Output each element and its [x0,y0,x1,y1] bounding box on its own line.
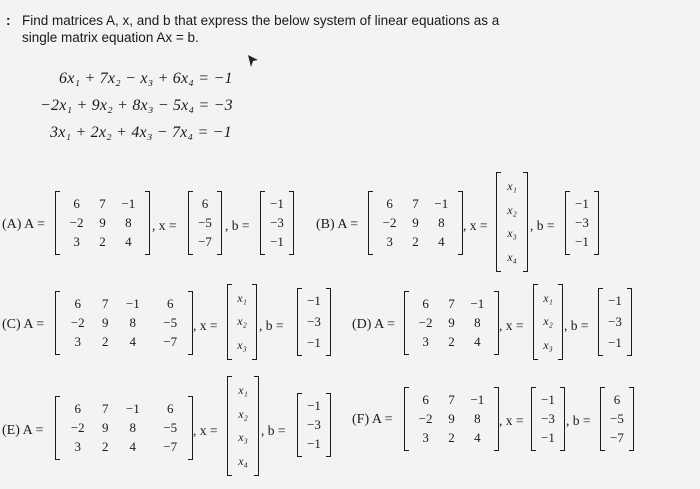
matrix-cell: 4 [474,430,481,446]
matrix-cell: x₂ [543,314,553,329]
matrix-cell: 3 [386,234,393,250]
matrix-cell: −1 [608,293,622,309]
matrix-cell: −1 [125,400,140,416]
bracket-right [523,172,528,272]
matrix-cell: 7 [102,400,109,416]
matrix-cell: 3 [74,439,81,455]
bracket-right [594,191,599,255]
matrix-cell: −1 [307,397,321,413]
matrix-cell: −1 [575,234,589,250]
matrix-cell: 8 [474,410,481,426]
matrix-cell: −3 [608,313,622,329]
matrix-cell: 7 [99,195,106,211]
matrix-cell: 8 [129,419,137,435]
matrix-cell: x₄ [238,453,248,468]
matrix-cell: 6 [386,195,393,211]
option-f-x-equals: , x = [499,413,524,428]
mouse-cursor-icon [246,54,260,70]
matrix-cell: −1 [307,293,321,309]
matrix-cell: 4 [129,334,137,350]
matrix-cell: −2 [382,214,397,230]
matrix-cell: x₂ [507,202,517,217]
matrix-cell: 7 [448,295,455,311]
option-c-matrix-a [55,291,193,355]
equation-1: 6x₁ + 7x₂ − x₃ + 6x₄ = −1 [59,70,233,87]
matrix-cell: 9 [448,314,455,330]
bracket-right [560,387,565,451]
option-b-x-equals: , x = [463,218,488,233]
matrix-cell: −5 [163,419,178,435]
matrix-cell: 6 [201,195,209,211]
matrix-cell: x₁ [543,291,553,306]
option-d-vector-b [598,288,632,356]
option-c-x-equals: , x = [193,318,218,333]
option-c-vector-b [297,288,331,356]
matrix-cell: −1 [307,334,321,350]
matrix-cell: x₃ [507,226,517,241]
equation-3: 3x₁ + 2x₂ + 4x₃ − 7x₄ = −1 [50,124,232,141]
matrix-cell: 6 [167,295,174,311]
matrix-cell: −2 [70,314,85,330]
matrix-cell: x₂ [237,314,247,329]
bracket-right [326,288,331,356]
matrix-cell: 7 [448,391,455,407]
matrix-cell: −1 [470,295,485,311]
matrix-cell: 6 [74,295,81,311]
matrix-cell: x₄ [507,249,517,264]
matrix-cell: 8 [474,314,481,330]
matrix-cell: 6 [613,391,621,407]
matrix-cell: −1 [541,391,555,407]
matrix-cell: −5 [610,410,624,426]
option-f-vector-x [531,387,565,451]
matrix-cell: 9 [448,410,455,426]
option-d-b-equals: , b = [564,318,589,333]
matrix-cell: 2 [448,430,455,446]
option-b-vector-b [565,191,599,255]
matrix-cell: 4 [474,334,481,350]
matrix-cell: 7 [412,195,419,211]
matrix-cell: 4 [438,234,445,250]
bracket-right [145,191,150,255]
matrix-cell: 2 [412,234,419,250]
matrix-cell: 6 [74,400,81,416]
matrix-cell: −1 [270,195,284,211]
matrix-cell: 8 [438,214,445,230]
matrix-cell: −3 [575,214,589,230]
matrix-cell: −2 [418,410,433,426]
matrix-cell: 9 [412,214,419,230]
matrix-cell: 7 [102,295,109,311]
option-c-b-equals: , b = [259,318,284,333]
matrix-cell: 3 [422,334,429,350]
option-d-matrix-a [404,291,499,355]
matrix-cell: 8 [125,214,132,230]
option-f-matrix-a [404,387,499,451]
matrix-cell: x₁ [237,291,247,306]
option-b-b-equals: , b = [530,218,555,233]
option-b-label: (B) A = [316,217,359,232]
matrix-cell: 2 [99,234,106,250]
matrix-cell: −2 [418,314,433,330]
option-a-vector-b [260,191,294,255]
matrix-cell: −3 [307,313,321,329]
matrix-cell: x₂ [238,406,248,421]
matrix-cell: −1 [121,195,136,211]
option-a-x-equals: , x = [152,218,177,233]
matrix-cell: −7 [610,430,624,446]
option-b-matrix-a [368,191,463,255]
matrix-cell: x₁ [238,383,248,398]
matrix-cell: 9 [99,214,106,230]
equation-2: −2x₁ + 9x₂ + 8x₃ − 5x₄ = −3 [40,97,233,114]
bracket-right [558,284,563,360]
matrix-cell: −1 [575,195,589,211]
option-e-vector-x [227,376,259,476]
matrix-cell: 9 [102,314,109,330]
matrix-cell: 3 [73,234,80,250]
matrix-cell: −7 [198,234,212,250]
matrix-cell: −1 [470,391,485,407]
option-e-vector-b [297,393,331,457]
option-e-label: (E) A = [2,423,44,438]
question-marker: : [6,13,11,28]
matrix-cell: −3 [541,410,555,426]
matrix-cell: −1 [270,234,284,250]
matrix-cell: −7 [163,439,178,455]
option-d-x-equals: , x = [499,318,524,333]
matrix-cell: 6 [422,295,429,311]
matrix-cell: 6 [167,400,174,416]
option-e-matrix-a [55,396,193,460]
matrix-cell: 9 [102,419,109,435]
matrix-cell: −2 [69,214,84,230]
option-a-b-equals: , b = [225,218,250,233]
bracket-right [627,288,632,356]
matrix-cell: x₃ [543,337,553,352]
bracket-right [326,393,331,457]
option-f-b-equals: , b = [566,413,591,428]
bracket-right [217,191,222,255]
option-e-b-equals: , b = [261,423,286,438]
matrix-cell: 2 [102,334,109,350]
bracket-right [254,376,259,476]
question-line-1: Find matrices A, x, and b that express the below system of linear equations as a [22,13,500,28]
question-line-2: single matrix equation Ax = b. [22,30,199,45]
option-f-vector-b [600,387,634,451]
matrix-cell: 6 [73,195,80,211]
option-c-label: (C) A = [2,317,45,332]
matrix-cell: −1 [434,195,449,211]
matrix-cell: x₁ [507,179,517,194]
matrix-cell: −5 [198,214,212,230]
matrix-cell: 6 [422,391,429,407]
matrix-cell: 3 [74,334,81,350]
option-d-label: (D) A = [352,317,395,332]
matrix-cell: 8 [129,314,137,330]
matrix-cell: −1 [541,430,555,446]
option-c-vector-x [227,284,257,360]
matrix-cell: −1 [307,436,321,452]
matrix-cell: −3 [270,214,284,230]
matrix-cell: −3 [307,416,321,432]
matrix-cell: −1 [608,334,622,350]
option-f-label: (F) A = [352,412,393,427]
bracket-right [252,284,257,360]
matrix-cell: −2 [70,419,85,435]
bracket-right [629,387,634,451]
option-a-vector-x [188,191,222,255]
matrix-cell: x₃ [238,430,248,445]
matrix-cell: −7 [163,334,178,350]
matrix-cell: 4 [129,439,137,455]
matrix-cell: −1 [125,295,140,311]
matrix-cell: 2 [448,334,455,350]
option-b-vector-x [496,172,528,272]
matrix-cell: 2 [102,439,109,455]
matrix-cell: x₃ [237,337,247,352]
option-d-vector-x [533,284,563,360]
matrix-cell: −5 [163,314,178,330]
option-a-label: (A) A = [2,217,45,232]
option-e-x-equals: , x = [193,423,218,438]
bracket-right [289,191,294,255]
matrix-cell: 3 [422,430,429,446]
option-a-matrix-a [55,191,150,255]
matrix-cell: 4 [125,234,132,250]
